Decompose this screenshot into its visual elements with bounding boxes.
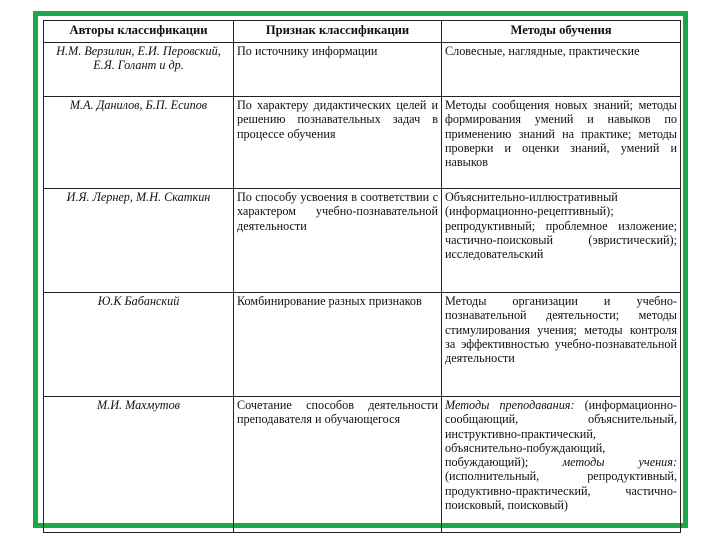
methods-text: (исполнительный, репродуктивный, продуктивно-практический, частично-поисковый, поисковый) <box>445 469 677 513</box>
header-methods: Методы обучения <box>442 21 681 43</box>
author-cell: Н.М. Верзилин, Е.И. Перовский, Е.Я. Голант и др. <box>44 43 234 97</box>
classification-table <box>43 20 681 533</box>
methods-cell <box>442 189 681 293</box>
criterion-cell: Комбинирование разных признаков <box>234 293 442 397</box>
header-authors: Авторы классификации <box>44 21 234 43</box>
methods-cell <box>442 97 681 189</box>
author-cell: И.Я. Лернер, М.Н. Скаткин <box>44 189 234 293</box>
methods-cell <box>442 293 681 397</box>
methods-text: Методы организации и учебно-познавательной деятельности; методы стимулирования учения; методы контроля за эффективностью учебно-познавательной деятельности <box>445 294 677 366</box>
criterion-cell: Сочетание способов деятельности преподавателя и обучающегося <box>234 397 442 533</box>
criterion-cell: По источнику информации <box>234 43 442 97</box>
table-row <box>44 189 681 293</box>
methods-text: (информационно-сообщающий, объяснительный, инструктивно-практический, объяснительно-побуждающий, побуждающий); <box>445 398 677 470</box>
slide-frame <box>33 11 688 528</box>
table-row <box>44 397 681 533</box>
methods-text: Объяснительно-иллюстративный (информационно-рецептивный); репродуктивный; проблемное изложение; частично-поисковый (эвристический); исследовательский <box>445 190 677 262</box>
methods-subheading: методы учения: <box>562 455 677 470</box>
table-row <box>44 293 681 397</box>
header-row <box>44 21 681 43</box>
methods-cell <box>442 397 681 533</box>
author-cell: Ю.К Бабанский <box>44 293 234 397</box>
criterion-cell: По способу усвоения в соответствии с характером учебно-познавательной деятельности <box>234 189 442 293</box>
table-row <box>44 43 681 97</box>
methods-text: Методы сообщения новых знаний; методы формирования умений и навыков по применению знаний на практике; методы проверки и оценки знаний, умений и навыков <box>445 98 677 170</box>
table-row <box>44 97 681 189</box>
methods-text: Словесные, наглядные, практические <box>445 44 640 58</box>
methods-subheading: Методы преподавания: <box>445 398 575 412</box>
methods-cell <box>442 43 681 97</box>
author-cell: М.А. Данилов, Б.П. Есипов <box>44 97 234 189</box>
header-criterion: Признак классификации <box>234 21 442 43</box>
criterion-cell: По характеру дидактических целей и решению познавательных задач в процессе обучения <box>234 97 442 189</box>
author-cell: М.И. Махмутов <box>44 397 234 533</box>
